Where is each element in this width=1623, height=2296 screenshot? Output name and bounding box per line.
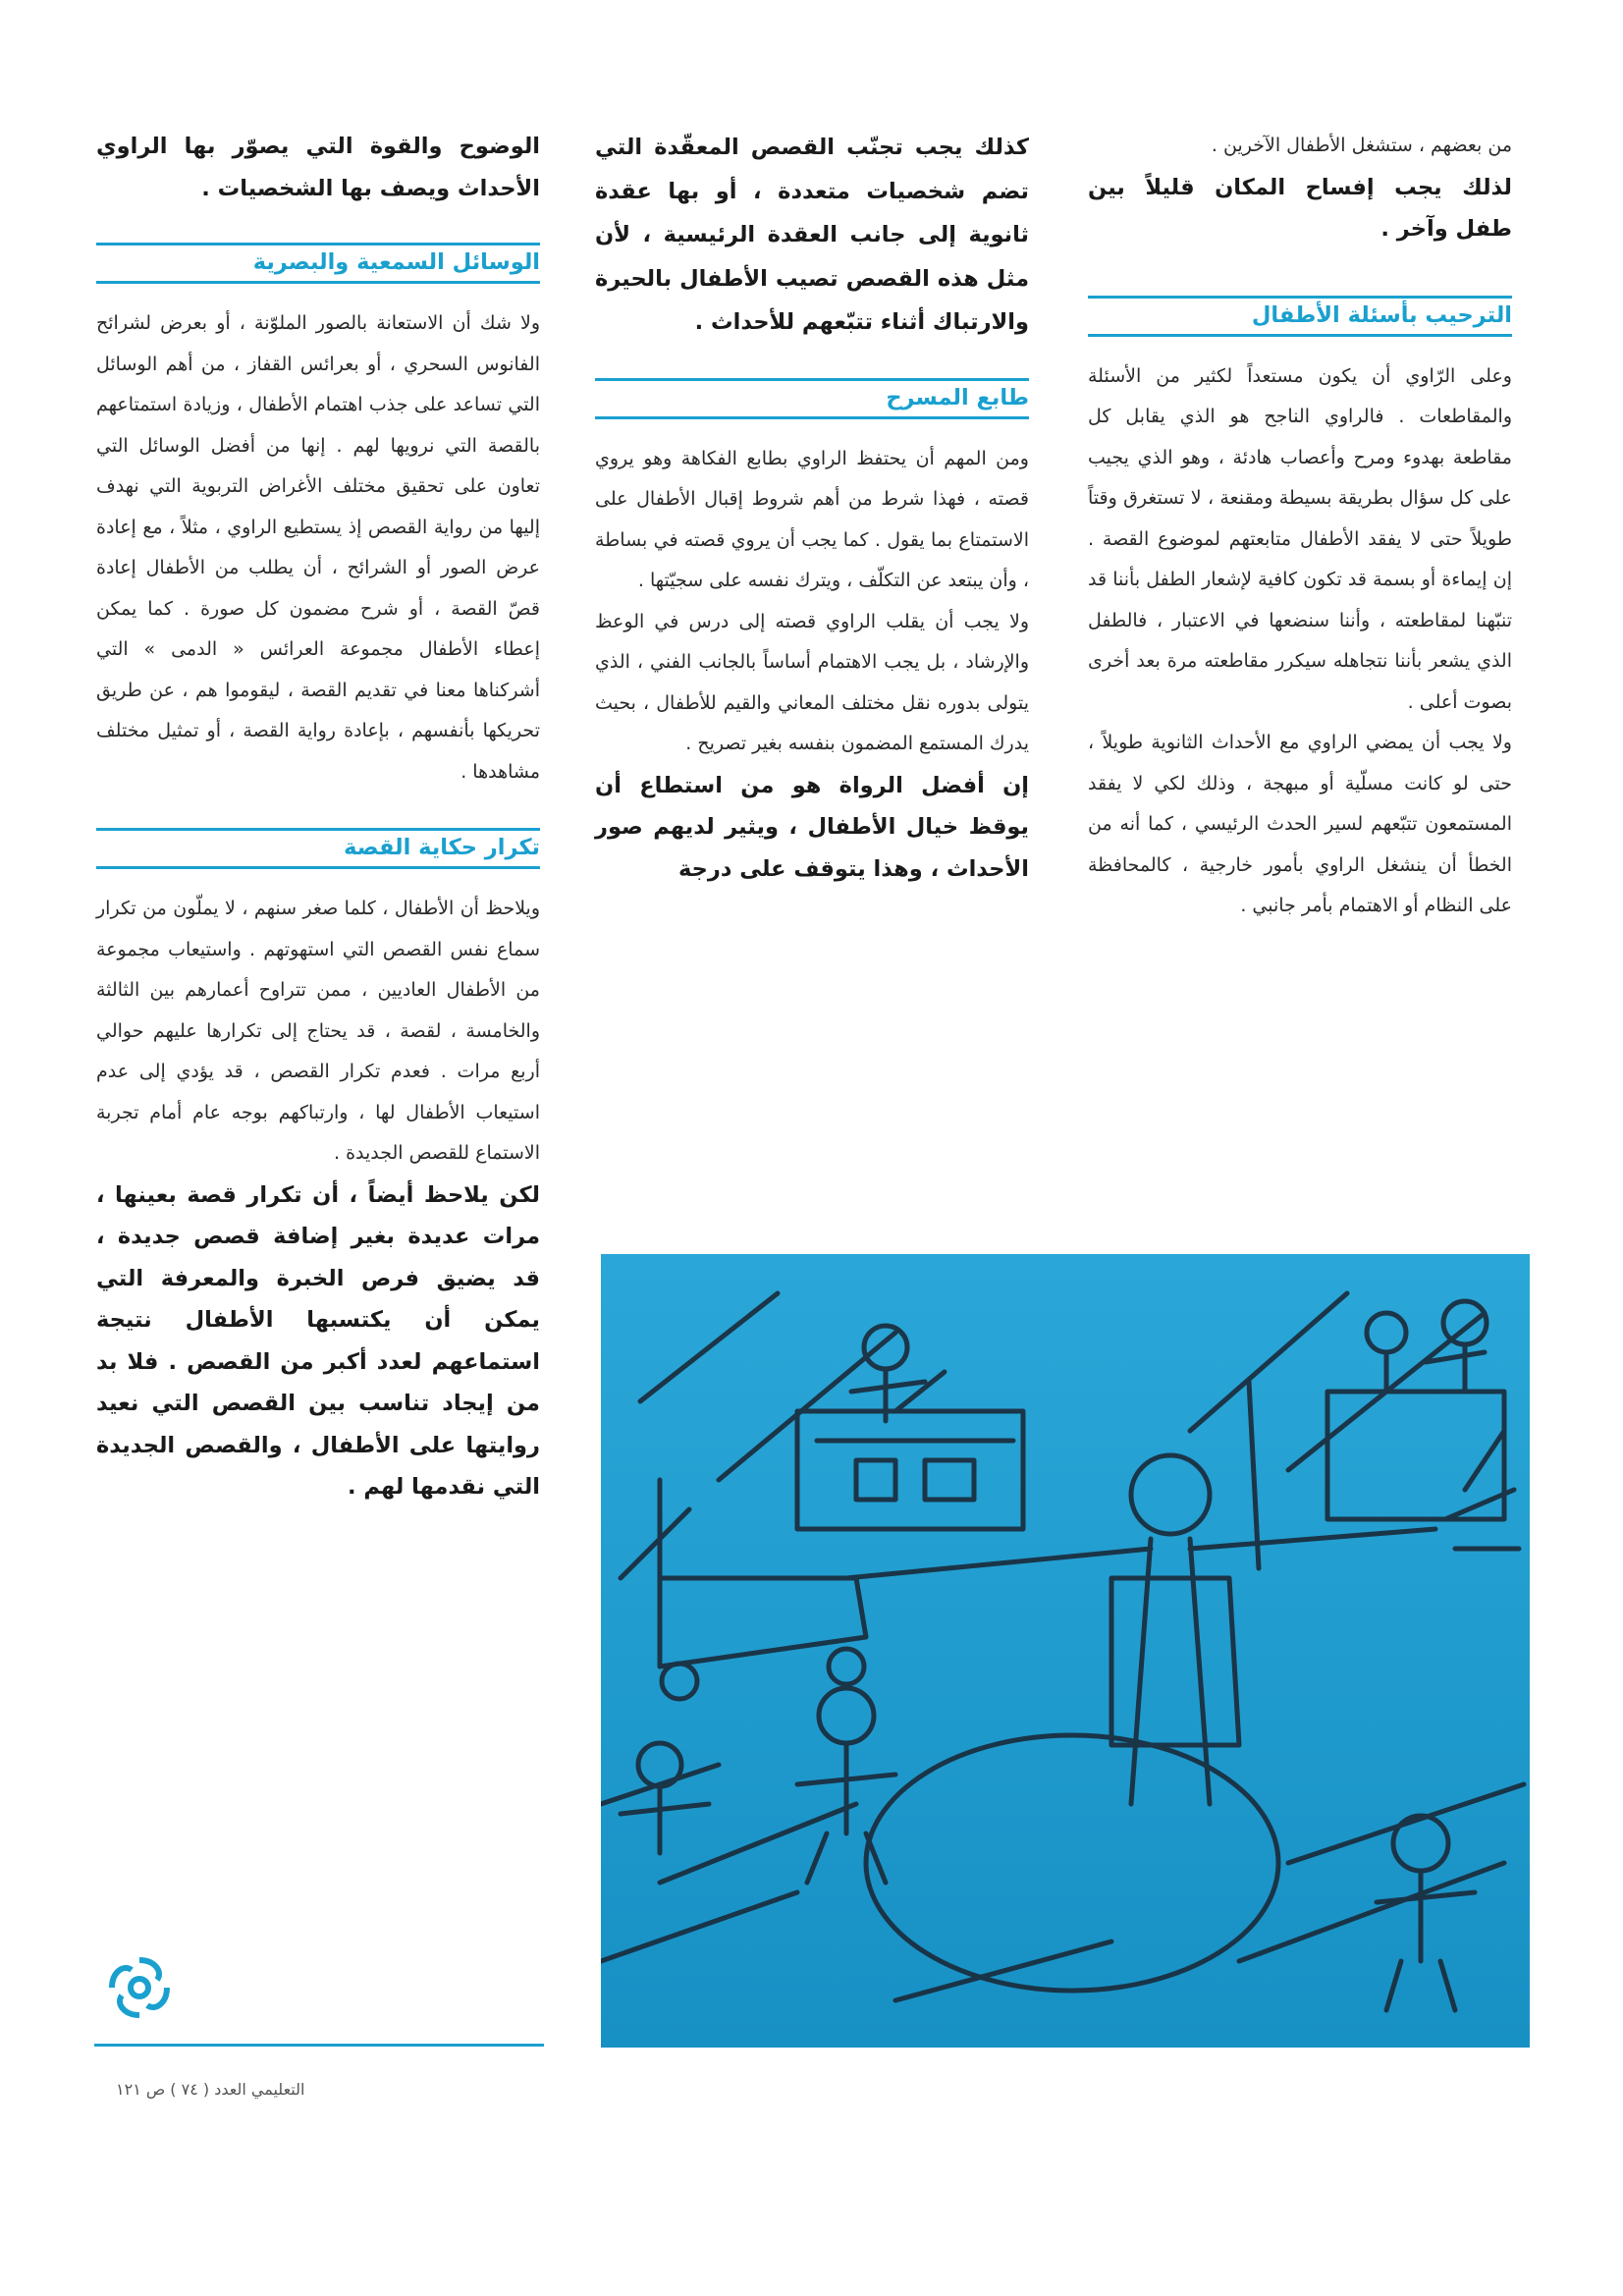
bold-paragraph: لكن يلاحظ أيضاً ، أن تكرار قصة بعينها ، مرات عديدة بغير إضافة قصص جديدة ، قد يضيق فرص الخبرة والمعرفة التي يمكن أن يكتسبها الأطفال نتيجة استماعهم لعدد أكبر من القصص . فلا بد من إيجاد تناسب بين القصص التي نعيد روايتها على الأطفال ، والقصص الجديدة التي نقدمها لهم .: [96, 1181, 540, 1500]
bold-paragraph: لذلك يجب إفساح المكان قليلاً بين طفل وآخر .: [1088, 174, 1512, 242]
section-heading: [1088, 302, 1512, 337]
bold-paragraph: الوضوح والقوة التي يصوّر بها الراوي الأحداث ويصف بها الشخصيات .: [96, 134, 540, 201]
section-heading: [96, 828, 540, 869]
paragraph: ومن المهم أن يحتفظ الراوي بطابع الفكاهة وهو يروي قصته ، فهذا شرط من أهم شروط إقبال الأطفال على الاستمتاع بما يقول . كما يجب أن يروي قصته في بساطة ، وأن يبتعد عن التكلّف ، ويترك نفسه على سجيّتها .: [595, 447, 1029, 591]
paragraph: ولا يجب أن يمضي الراوي مع الأحداث الثانوية طويلاً ، حتى لو كانت مسلّية أو مبهجة ، وذلك لكي لا يفقد المستمعون تتبّعهم لسير الحدث الرئيسي ، كما أنه من الخطأ أن ينشغل الراوي بأمور خارجية ، كالمحافظة على النظام أو الاهتمام بأمر جانبي .: [1088, 732, 1512, 916]
section-heading-text: الوسائل السمعية والبصرية: [252, 249, 540, 275]
section-heading: [96, 243, 540, 284]
paragraph: ولا يجب أن يقلب الراوي قصته إلى درس في الوعظ والإرشاد ، بل يجب الاهتمام أساساً بالجانب الفني ، الذي يتولى بدوره نقل مختلف المعاني والقيم للأطفال ، بحيث يدرك المستمع المضمون بنفسه بغير تصريح .: [595, 610, 1029, 754]
column-left: [96, 126, 540, 1508]
paragraph: ولا شك أن الاستعانة بالصور الملوّنة ، أو بعرض لشرائح الفانوس السحري ، أو بعرائس القفاز ، من أهم الوسائل التي تساعد على جذب اهتمام الأطفال ، وزيادة استمتاعهم بالقصة التي نرويها لهم . إنها من أفضل الوسائل التي تعاون على تحقيق مختلف الأغراض التربوية التي نهدف إليها من رواية القصص إذ يستطيع الراوي ، مثلاً ، مع إعادة عرض الصور أو الشرائح ، أن يطلب من الأطفال إعادة قصّ القصة ، أو شرح مضمون كل صورة . كما يمكن إعطاء الأطفال مجموعة العرائس « الدمى » التي أشركناها معنا في تقديم القصة ، ليقوموا هم ، عن طريق تحريكها بأنفسهم ، بإعادة رواية القصة ، أو تمثيل مختلف مشاهدها .: [96, 312, 540, 783]
column-right: [1088, 126, 1512, 927]
section-heading-text: تكرار حكاية القصة: [344, 835, 540, 860]
paragraph: وعلى الرّاوي أن يكون مستعداً لكثير من الأسئلة والمقاطعات . فالراوي الناجح هو الذي يقابل كل مقاطعة بهدوء ومرح وأعصاب هادئة ، وهو الذي يجيب على كل سؤال بطريقة بسيطة ومقنعة ، لا تستغرق وقتاً طويلاً حتى لا يفقد الأطفال متابعتهم لموضوع القصة . إن إيماءة أو بسمة قد تكون كافية لإشعار الطفل بأننا قد تنبّهنا لمقاطعته ، وأننا سنضعها في الاعتبار ، فالطفل الذي يشعر بأننا نتجاهله سيكرر مقاطعته مرة بعد أخرى بصوت أعلى .: [1088, 364, 1512, 713]
section-heading-text: طابع المسرح: [886, 384, 1029, 410]
section-heading: [595, 378, 1029, 419]
page-footer: التعليمي العدد ( ٧٤ ) ص ١٢١: [116, 2080, 305, 2099]
swirl-ornament-icon: [106, 1954, 173, 2021]
bold-paragraph: إن أفضل الرواة هو من استطاع أن يوقظ خيال الأطفال ، ويثير لديهم صور الأحداث ، وهذا يتوقف على درجة: [595, 772, 1029, 882]
bold-paragraph: كذلك يجب تجنّب القصص المعقّدة التي تضم شخصيات متعددة ، أو بها عقدة ثانوية إلى جانب العقدة الرئيسية ، لأن مثل هذه القصص تصيب الأطفال بالحيرة والارتباك أثناء تتبّعهم للأحداث .: [595, 135, 1029, 335]
paragraph: ويلاحظ أن الأطفال ، كلما صغر سنهم ، لا يملّون من تكرار سماع نفس القصص التي استهوتهم . واستيعاب مجموعة من الأطفال العاديين ، ممن تتراوح أعمارهم بين الثالثة والخامسة ، لقصة ، قد يحتاج إلى تكرارها عليهم حوالي أربع مرات . فعدم تكرار القصص ، قد يؤدي إلى عدم استيعاب الأطفال لها ، وارتباكهم بوجه عام أمام تجربة الاستماع للقصص الجديدة .: [96, 898, 540, 1164]
child-drawing-illustration: [601, 1254, 1530, 2048]
bottom-rule: [94, 2044, 544, 2047]
heading-top-rule: [1088, 296, 1512, 299]
paragraph: من بعضهم ، ستشغل الأطفال الآخرين .: [1211, 135, 1512, 156]
section-heading-text: الترحيب بأسئلة الأطفال: [1251, 301, 1512, 328]
column-middle: [595, 126, 1029, 890]
